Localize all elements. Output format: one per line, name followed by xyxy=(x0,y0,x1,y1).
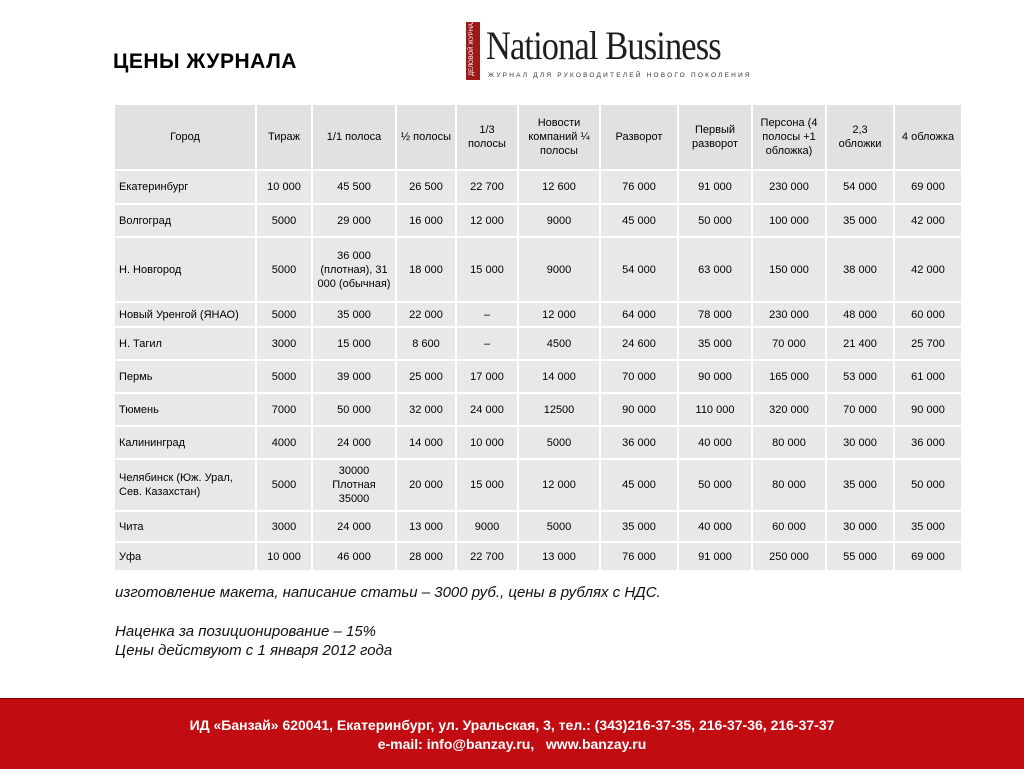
table-cell: 29 000 xyxy=(313,205,395,236)
table-cell: Новый Уренгой (ЯНАО) xyxy=(115,303,255,326)
table-cell: Волгоград xyxy=(115,205,255,236)
table-cell: 5000 xyxy=(257,238,311,301)
logo-name: National Business xyxy=(486,23,721,68)
table-cell: Пермь xyxy=(115,361,255,392)
note-valid-from: Цены действуют с 1 января 2012 года xyxy=(115,642,393,659)
table-cell: 70 000 xyxy=(601,361,677,392)
table-cell: 50 000 xyxy=(679,460,751,510)
table-row xyxy=(115,427,961,458)
table-cell: Тюмень xyxy=(115,394,255,425)
table-cell: 40 000 xyxy=(679,512,751,541)
table-cell: 42 000 xyxy=(895,238,961,301)
header-cell-first-spread: Первый разворот xyxy=(679,105,751,169)
footer-bar xyxy=(0,698,1024,769)
table-cell: 45 500 xyxy=(313,171,395,203)
table-header-row xyxy=(115,105,961,169)
note-production: изготовление макета, написание статьи – 3000 руб., цены в рублях с НДС. xyxy=(115,584,661,601)
table-cell: 53 000 xyxy=(827,361,893,392)
table-cell: 91 000 xyxy=(679,171,751,203)
table-cell: 22 000 xyxy=(397,303,455,326)
table-cell: 24 000 xyxy=(313,427,395,458)
table-cell: 110 000 xyxy=(679,394,751,425)
table-cell: 35 000 xyxy=(827,460,893,510)
table-cell: 12500 xyxy=(519,394,599,425)
table-cell: 35 000 xyxy=(601,512,677,541)
table-cell: 13 000 xyxy=(397,512,455,541)
table-cell: 26 500 xyxy=(397,171,455,203)
table-cell: 91 000 xyxy=(679,543,751,570)
table-cell: 55 000 xyxy=(827,543,893,570)
table-cell: 25 700 xyxy=(895,328,961,359)
table-row xyxy=(115,303,961,326)
table-cell: 4000 xyxy=(257,427,311,458)
table-cell: 9000 xyxy=(519,238,599,301)
table-cell: 61 000 xyxy=(895,361,961,392)
table-row xyxy=(115,171,961,203)
table-cell: 45 000 xyxy=(601,460,677,510)
table-cell: 3000 xyxy=(257,328,311,359)
table-row xyxy=(115,394,961,425)
table-cell: 63 000 xyxy=(679,238,751,301)
table-cell: 24 000 xyxy=(457,394,517,425)
table-row xyxy=(115,205,961,236)
table-cell: Н. Тагил xyxy=(115,328,255,359)
table-cell: 4500 xyxy=(519,328,599,359)
header-cell-spread: Разворот xyxy=(601,105,677,169)
table-cell: 35 000 xyxy=(679,328,751,359)
table-cell: 30 000 xyxy=(827,512,893,541)
table-cell: 70 000 xyxy=(827,394,893,425)
header-cell-company-news: Новости компаний ¼ полосы xyxy=(519,105,599,169)
table-cell: 35 000 xyxy=(895,512,961,541)
table-cell: 30000 Плотная 35000 xyxy=(313,460,395,510)
table-cell: 25 000 xyxy=(397,361,455,392)
page-title: ЦЕНЫ ЖУРНАЛА xyxy=(113,50,297,73)
table-cell: 50 000 xyxy=(895,460,961,510)
table-cell: 230 000 xyxy=(753,303,825,326)
table-cell: 80 000 xyxy=(753,460,825,510)
table-cell: 12 000 xyxy=(519,460,599,510)
table-cell: 46 000 xyxy=(313,543,395,570)
header-cell-circulation: Тираж xyxy=(257,105,311,169)
table-cell: 64 000 xyxy=(601,303,677,326)
table-cell: 42 000 xyxy=(895,205,961,236)
table-cell: 17 000 xyxy=(457,361,517,392)
table-cell: 60 000 xyxy=(753,512,825,541)
table-cell: 70 000 xyxy=(753,328,825,359)
table-cell: 38 000 xyxy=(827,238,893,301)
table-cell: 10 000 xyxy=(457,427,517,458)
table-cell: 15 000 xyxy=(457,460,517,510)
table-cell: 12 000 xyxy=(457,205,517,236)
table-cell: Чита xyxy=(115,512,255,541)
header-cell-city: Город xyxy=(115,105,255,169)
table-cell: 60 000 xyxy=(895,303,961,326)
footer-address: ИД «Банзай» 620041, Екатеринбург, ул. Уральская, 3, тел.: (343)216-37-35, 216-37-36, 216-37-37 xyxy=(189,717,835,733)
table-cell: 24 600 xyxy=(601,328,677,359)
table-cell: 12 600 xyxy=(519,171,599,203)
table-cell: 320 000 xyxy=(753,394,825,425)
table-cell: 8 600 xyxy=(397,328,455,359)
header-cell-full-page: 1/1 полоса xyxy=(313,105,395,169)
table-cell: 36 000 (плотная), 31 000 (обычная) xyxy=(313,238,395,301)
table-cell: 5000 xyxy=(257,303,311,326)
table-row xyxy=(115,238,961,301)
magazine-logo xyxy=(466,18,752,82)
table-cell: 5000 xyxy=(257,205,311,236)
table-cell: 39 000 xyxy=(313,361,395,392)
logo-side-tag-text: ДЕЛОВОЙ ЖУРНАЛ xyxy=(469,18,475,76)
table-cell: 32 000 xyxy=(397,394,455,425)
table-cell: 15 000 xyxy=(457,238,517,301)
table-row xyxy=(115,460,961,510)
table-cell: 15 000 xyxy=(313,328,395,359)
table-cell: 78 000 xyxy=(679,303,751,326)
table-cell: Н. Новгород xyxy=(115,238,255,301)
table-cell: 76 000 xyxy=(601,543,677,570)
logo-side-tag xyxy=(466,18,480,80)
table-cell: 28 000 xyxy=(397,543,455,570)
table-cell: 54 000 xyxy=(601,238,677,301)
note-positioning: Наценка за позиционирование – 15% xyxy=(115,623,377,640)
table-cell: 14 000 xyxy=(519,361,599,392)
price-notes xyxy=(115,583,661,660)
table-cell: Уфа xyxy=(115,543,255,570)
table-cell: 35 000 xyxy=(827,205,893,236)
table-cell: 54 000 xyxy=(827,171,893,203)
table-cell: 9000 xyxy=(519,205,599,236)
header-cell-persona: Персона (4 полосы +1 обложка) xyxy=(753,105,825,169)
table-cell: 35 000 xyxy=(313,303,395,326)
table-cell: 150 000 xyxy=(753,238,825,301)
table-cell: 50 000 xyxy=(679,205,751,236)
table-cell: – xyxy=(457,303,517,326)
table-cell: 18 000 xyxy=(397,238,455,301)
table-cell: 36 000 xyxy=(601,427,677,458)
header-cell-cover-2-3: 2,3 обложки xyxy=(827,105,893,169)
table-cell: 10 000 xyxy=(257,171,311,203)
table-cell: 90 000 xyxy=(601,394,677,425)
table-cell: 9000 xyxy=(457,512,517,541)
table-cell: 69 000 xyxy=(895,171,961,203)
table-cell: 80 000 xyxy=(753,427,825,458)
table-cell: 24 000 xyxy=(313,512,395,541)
table-cell: 40 000 xyxy=(679,427,751,458)
table-cell: 165 000 xyxy=(753,361,825,392)
table-cell: 22 700 xyxy=(457,171,517,203)
table-row xyxy=(115,512,961,541)
table-cell: 22 700 xyxy=(457,543,517,570)
table-cell: 36 000 xyxy=(895,427,961,458)
table-cell: 21 400 xyxy=(827,328,893,359)
header-cell-cover-4: 4 обложка xyxy=(895,105,961,169)
table-cell: Екатеринбург xyxy=(115,171,255,203)
table-cell: 20 000 xyxy=(397,460,455,510)
table-cell: 7000 xyxy=(257,394,311,425)
table-cell: 5000 xyxy=(257,460,311,510)
table-cell: 50 000 xyxy=(313,394,395,425)
table-cell: 250 000 xyxy=(753,543,825,570)
table-cell: Калининград xyxy=(115,427,255,458)
table-cell: Челябинск (Юж. Урал, Сев. Казахстан) xyxy=(115,460,255,510)
table-cell: 14 000 xyxy=(397,427,455,458)
table-cell: 230 000 xyxy=(753,171,825,203)
table-cell: 48 000 xyxy=(827,303,893,326)
table-cell: 3000 xyxy=(257,512,311,541)
table-cell: 76 000 xyxy=(601,171,677,203)
table-cell: – xyxy=(457,328,517,359)
table-cell: 69 000 xyxy=(895,543,961,570)
table-cell: 30 000 xyxy=(827,427,893,458)
table-cell: 90 000 xyxy=(895,394,961,425)
footer-contacts: e-mail: info@banzay.ru, www.banzay.ru xyxy=(377,736,647,752)
table-row xyxy=(115,361,961,392)
price-table xyxy=(113,103,963,572)
table-cell: 45 000 xyxy=(601,205,677,236)
table-cell: 5000 xyxy=(519,427,599,458)
table-row xyxy=(115,328,961,359)
table-cell: 13 000 xyxy=(519,543,599,570)
logo-subtitle: ЖУРНАЛ ДЛЯ РУКОВОДИТЕЛЕЙ НОВОГО ПОКОЛЕНИЯ xyxy=(488,72,752,79)
header-cell-third-page: 1/3 полосы xyxy=(457,105,517,169)
header-cell-half-page: ½ полосы xyxy=(397,105,455,169)
table-cell: 12 000 xyxy=(519,303,599,326)
table-cell: 16 000 xyxy=(397,205,455,236)
table-row xyxy=(115,543,961,570)
table-cell: 5000 xyxy=(257,361,311,392)
table-cell: 5000 xyxy=(519,512,599,541)
table-cell: 90 000 xyxy=(679,361,751,392)
table-cell: 10 000 xyxy=(257,543,311,570)
table-cell: 100 000 xyxy=(753,205,825,236)
